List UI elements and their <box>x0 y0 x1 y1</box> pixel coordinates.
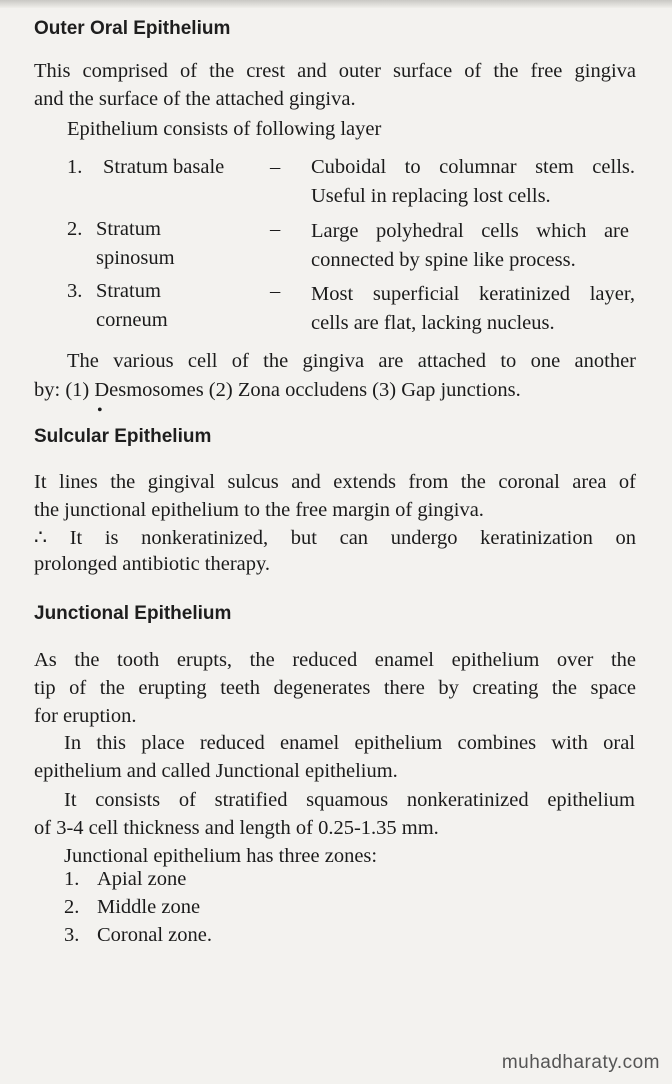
stray-mark: • <box>97 402 103 419</box>
layer-3-desc-line-1: Most superficial keratinized layer, <box>311 283 635 305</box>
junctional-epithelium-heading: Junctional Epithelium <box>34 603 232 624</box>
layer-1-desc-line-2: Useful in replacing lost cells. <box>311 185 551 207</box>
watermark-footer: muhadharaty.com <box>501 1052 660 1073</box>
zone-3-label: Coronal zone. <box>97 924 212 946</box>
layer-3-name-line-2: corneum <box>96 309 168 331</box>
zone-2-number: 2. <box>64 896 80 918</box>
layer-3-desc-line-2: cells are flat, lacking nucleus. <box>311 312 555 334</box>
outer-intro-line-1: This comprised of the crest and outer surface of the free gingiva <box>34 60 636 82</box>
page-top-edge <box>0 0 672 8</box>
layer-2-desc-line-2: connected by spine like process. <box>311 249 576 271</box>
sulcular-line-4: prolonged antibiotic therapy. <box>34 553 271 575</box>
sulcular-line-2: the junctional epithelium to the free margin of gingiva. <box>34 499 484 521</box>
outer-attach-line-1: The various cell of the gingiva are attached to one another <box>67 350 636 372</box>
sulcular-line-1: It lines the gingival sulcus and extends from the coronal area of <box>34 471 636 493</box>
outer-attach-line-2: by: (1) Desmosomes (2) Zona occludens (3) Gap junctions. <box>34 379 521 401</box>
layer-2-name-line-2: spinosum <box>96 247 175 269</box>
zone-1-label: Apial zone <box>97 868 187 890</box>
sulcular-line-3: ∴ It is nonkeratinized, but can undergo keratinization on <box>34 527 636 549</box>
zone-1-number: 1. <box>64 868 80 890</box>
layer-3-number: 3. <box>67 280 83 302</box>
outer-epithelium-heading: Outer Oral Epithelium <box>34 18 231 39</box>
layer-1-dash: – <box>270 156 281 178</box>
layer-1-number: 1. <box>67 156 83 178</box>
junctional-p1-line-1: As the tooth erupts, the reduced enamel epithelium over the <box>34 649 636 671</box>
junctional-p1-line-2: tip of the erupting teeth degenerates there by creating the space <box>34 677 636 699</box>
junctional-zones-lead: Junctional epithelium has three zones: <box>64 845 378 867</box>
junctional-p3-line-2: of 3-4 cell thickness and length of 0.25-1.35 mm. <box>34 817 439 839</box>
outer-intro-line-2: and the surface of the attached gingiva. <box>34 88 356 110</box>
zone-2-label: Middle zone <box>97 896 201 918</box>
sulcular-epithelium-heading: Sulcular Epithelium <box>34 426 212 447</box>
junctional-p2-line-2: epithelium and called Junctional epithelium. <box>34 760 398 782</box>
layer-2-name-line-1: Stratum <box>96 218 161 240</box>
layer-2-number: 2. <box>67 218 83 240</box>
layer-1-desc-line-1: Cuboidal to columnar stem cells. <box>311 156 635 178</box>
zone-3-number: 3. <box>64 924 80 946</box>
layer-3-name-line-1: Stratum <box>96 280 161 302</box>
outer-layers-lead: Epithelium consists of following layer <box>67 118 382 140</box>
junctional-p1-line-3: for eruption. <box>34 705 137 727</box>
layer-2-desc-line-1: Large polyhedral cells which are <box>311 220 629 242</box>
layer-1-name: Stratum basale <box>103 156 225 178</box>
junctional-p2-line-1: In this place reduced enamel epithelium combines with oral <box>64 732 635 754</box>
layer-2-dash: – <box>270 218 281 240</box>
layer-3-dash: – <box>270 280 281 302</box>
junctional-p3-line-1: It consists of stratified squamous nonkeratinized epithelium <box>64 789 635 811</box>
